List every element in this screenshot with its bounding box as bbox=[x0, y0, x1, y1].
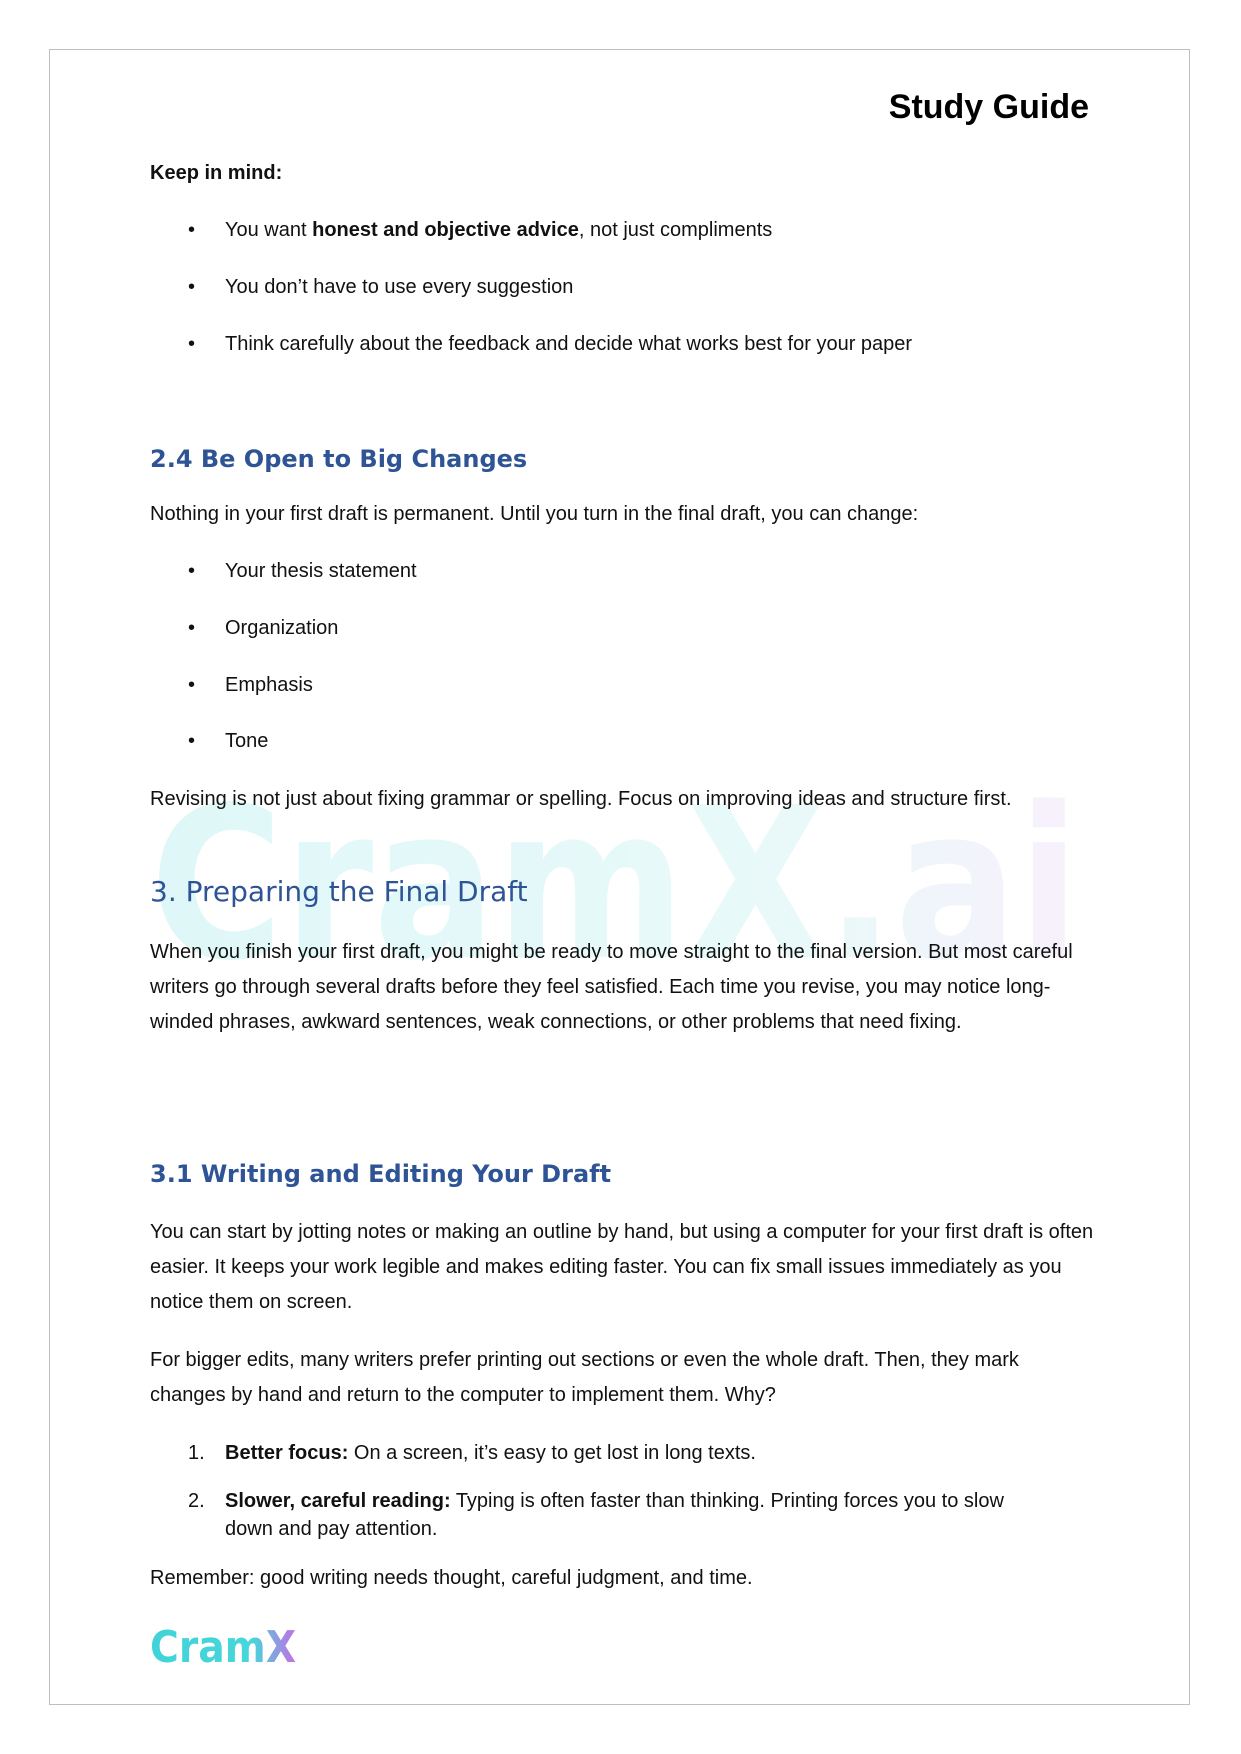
keep-in-mind-label: Keep in mind: bbox=[150, 162, 283, 184]
cramx-logo bbox=[150, 1620, 300, 1668]
bullet-icon: • bbox=[188, 560, 196, 582]
section-3-1-para-2: For bigger edits, many writers prefer printing out sections or even the whole draft. Then, they mark changes by hand and return to the computer to implement them. Why? bbox=[150, 1349, 1019, 1406]
section-3-1-heading: 3.1 Writing and Editing Your Draft bbox=[150, 1160, 612, 1188]
bullet-icon: • bbox=[188, 674, 196, 696]
item-number: 2. bbox=[188, 1490, 205, 1512]
bullet-icon: • bbox=[188, 617, 196, 639]
item-text: Typing is often faster than thinking. Printing forces you to slow down and pay attention. bbox=[225, 1490, 1004, 1540]
item-text: Think carefully about the feedback and decide what works best for your paper bbox=[225, 333, 913, 355]
section-3-1-para-1: You can start by jotting notes or making an outline by hand, but using a computer for your first draft is often easier. It keeps your work legible and makes editing faster. You can fix small issues immediately as you notice them on screen. bbox=[150, 1221, 1094, 1313]
bullet-icon: • bbox=[188, 276, 196, 298]
item-text: Emphasis bbox=[225, 674, 313, 696]
item-text: You want bbox=[225, 219, 313, 241]
item-text: Your thesis statement bbox=[225, 560, 417, 582]
section-3-1-closing: Remember: good writing needs thought, careful judgment, and time. bbox=[150, 1567, 753, 1589]
item-text: Tone bbox=[225, 730, 269, 752]
section-3-heading: 3. Preparing the Final Draft bbox=[150, 875, 528, 908]
item-bold-text: Slower, careful reading: bbox=[225, 1490, 451, 1512]
item-text: On a screen, it’s easy to get lost in long texts. bbox=[348, 1442, 756, 1464]
item-text: You don’t have to use every suggestion bbox=[225, 276, 574, 298]
logo-text: CramX bbox=[150, 1622, 297, 1668]
item-text: Organization bbox=[225, 617, 339, 639]
item-bold-text: honest and objective advice bbox=[312, 219, 579, 241]
bullet-icon: • bbox=[188, 333, 196, 355]
section-2-4-heading: 2.4 Be Open to Big Changes bbox=[150, 445, 528, 473]
bullet-icon: • bbox=[188, 730, 196, 752]
section-3-body: When you finish your first draft, you might be ready to move straight to the final version. But most careful writers go through several drafts before they feel satisfied. Each time you revise, you may notice long-winded phrases, awkward sentences, weak connections, or other problems that need fixing. bbox=[150, 941, 1073, 1033]
bullet-icon: • bbox=[188, 219, 196, 241]
section-2-4-intro: Nothing in your first draft is permanent. Until you turn in the final draft, you can change: bbox=[150, 503, 919, 525]
section-2-4-closing: Revising is not just about fixing grammar or spelling. Focus on improving ideas and structure first. bbox=[150, 788, 1012, 810]
watermark-text: CramX.ai bbox=[150, 762, 1080, 977]
item-bold-text: Better focus: bbox=[225, 1442, 349, 1464]
item-text-end: , not just compliments bbox=[578, 219, 773, 241]
item-number: 1. bbox=[188, 1442, 205, 1464]
page-header-title: Study Guide bbox=[888, 88, 1089, 126]
